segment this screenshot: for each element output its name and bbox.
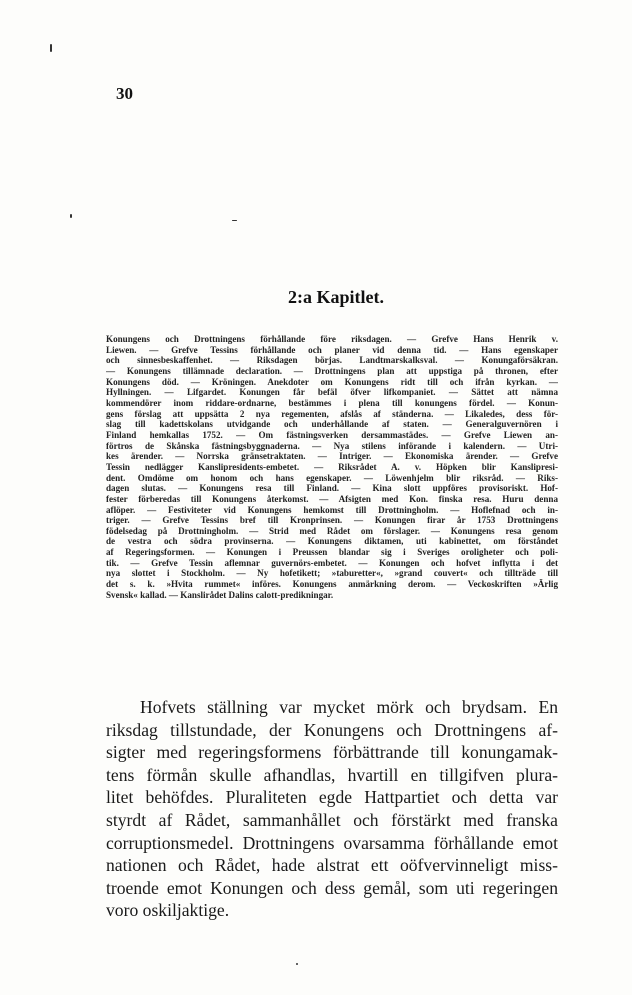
summary-line: af Regeringsformen. — Konungen i Preussen blandar sig i Sveriges oroligheter och poli- xyxy=(106,547,558,558)
body-line: nationen och Rådet, hade alstrat ett oöfvervinneligt miss- xyxy=(106,855,558,876)
summary-line: Finland hemkallas 1752. — Om fästningsverken dersammastädes. — Grefve Liewen an- xyxy=(106,429,558,440)
summary-line: — Konungens tillämnade declaration. — Drottningens plan att uppstiga på thronen, efter xyxy=(106,365,558,376)
body-line: voro oskiljaktige. xyxy=(106,900,230,921)
body-line: troende emot Konungen och dess gemål, som uti regeringen xyxy=(106,877,558,898)
summary-line: Svensk« kallad. — Kanslirådet Dalins calott-predikningar. xyxy=(106,589,334,600)
ink-speck xyxy=(296,963,298,965)
summary-line: nya slottet i Stockholm. — Ny hofetikett; »taburetter«, »grand couvert« och tillträde till xyxy=(106,568,558,579)
body-line: riksdag tillstundade, der Konungens och Drottningens af- xyxy=(106,719,558,740)
summary-line: Konungens och Drottningens förhållande före riksdagen. — Grefve Hans Henrik v. xyxy=(106,334,558,344)
summary-line: det s. k. »Hvita rummet« införes. Konungens anmärkning derom. — Veckoskriften »Ärlig xyxy=(106,579,558,590)
summary-line: Tessin nedlägger Kanslipresidents-embetet. — Riksrådet A. v. Höpken blir Kanslipresi- xyxy=(106,461,558,472)
summary-line: Hyllningen. — Lifgardet. Konungen får befäl öfver lifkompaniet. — Sättet att nämna xyxy=(106,387,558,398)
chapter-summary xyxy=(106,334,558,600)
body-line: tens förmån skulle afhandlas, hvartill en tillgifven plura- xyxy=(106,764,558,785)
summary-line: kommendörer inom riddare-ordnarne, bestämmes i plena till konungens fördel. — Konun- xyxy=(106,397,558,408)
summary-line: födelsedag på Drottningholm. — Strid med Rådet om förslager. — Konungens resa genom xyxy=(106,525,558,536)
summary-line: och sinnesbeskaffenhet. — Riksdagen börjas. Landtmarskalksval. — Konungaförsäkran. xyxy=(106,355,558,366)
summary-line: Konungens död. — Kröningen. Anekdoter om Konungens ridt till och ifrån kyrkan. — xyxy=(106,376,558,387)
ink-speck xyxy=(50,44,52,52)
summary-line: gens förslag att uppsätta 2 nya regementen, afslås af ständerna. — Likaledes, dess för- xyxy=(106,408,558,419)
summary-line: fester förberedas till Konungens återkomst. — Afsigten med Kon. finska resa. Huru denna xyxy=(106,493,558,504)
body-line: corruptionsmedel. Drottningens ovarsamma förhållande emot xyxy=(106,832,558,853)
summary-line: Liewen. — Grefve Tessins förhållande och planer vid denna tid. — Hans egenskaper xyxy=(106,344,558,355)
summary-line: dagen slutas. — Konungens resa till Finland. — Kina slott uppföres provisoriskt. Hof- xyxy=(106,483,558,494)
body-line: litet behöfdes. Pluraliteten egde Hattpartiet och detta var xyxy=(106,787,558,808)
body-line: sigter med regeringsformens förbättrande till konungamak- xyxy=(106,742,558,763)
body-line: Hofvets ställning var mycket mörk och brydsam. En xyxy=(140,697,558,717)
body-line: styrdt af Rådet, sammanhållet och förstärkt med franska xyxy=(106,809,558,830)
ink-speck xyxy=(70,214,72,218)
summary-line: slag till kadettskolans utvidgande och underhållande af staten. — Generalguvernören i xyxy=(106,419,558,430)
summary-line: dent. Omdöme om honom och hans egenskaper. — Löwenhjelm blir riksråd. — Riks- xyxy=(106,472,558,483)
summary-line: triger. — Grefve Tessins bref till Kronprinsen. — Konungen firar år 1753 Drottningens xyxy=(106,515,558,526)
summary-line: kes ärender. — Norrska gränsetraktaten. — Intriger. — Ekonomiska ärender. — Grefve xyxy=(106,451,558,462)
summary-line: tik. — Grefve Tessin aflemnar guvernörs-embetet. — Konungen och hofvet inflytta i det xyxy=(106,557,558,568)
summary-line: aflöper. — Festiviteter vid Konungens hemkomst till Drottningholm. — Hoflefnad och in- xyxy=(106,504,558,515)
ink-speck xyxy=(232,220,237,221)
summary-line: förtros de Skånska fästningsbyggnaderna. — Nya stilens införande i kalendern. — Utri- xyxy=(106,440,558,451)
body-paragraph xyxy=(106,696,558,922)
chapter-title: 2:a Kapitlet. xyxy=(288,287,384,307)
page-number: 30 xyxy=(116,84,133,103)
summary-line: de vestra och södra provinserna. — Konungens diktamen, uti kabinettet, om förståndet xyxy=(106,536,558,547)
